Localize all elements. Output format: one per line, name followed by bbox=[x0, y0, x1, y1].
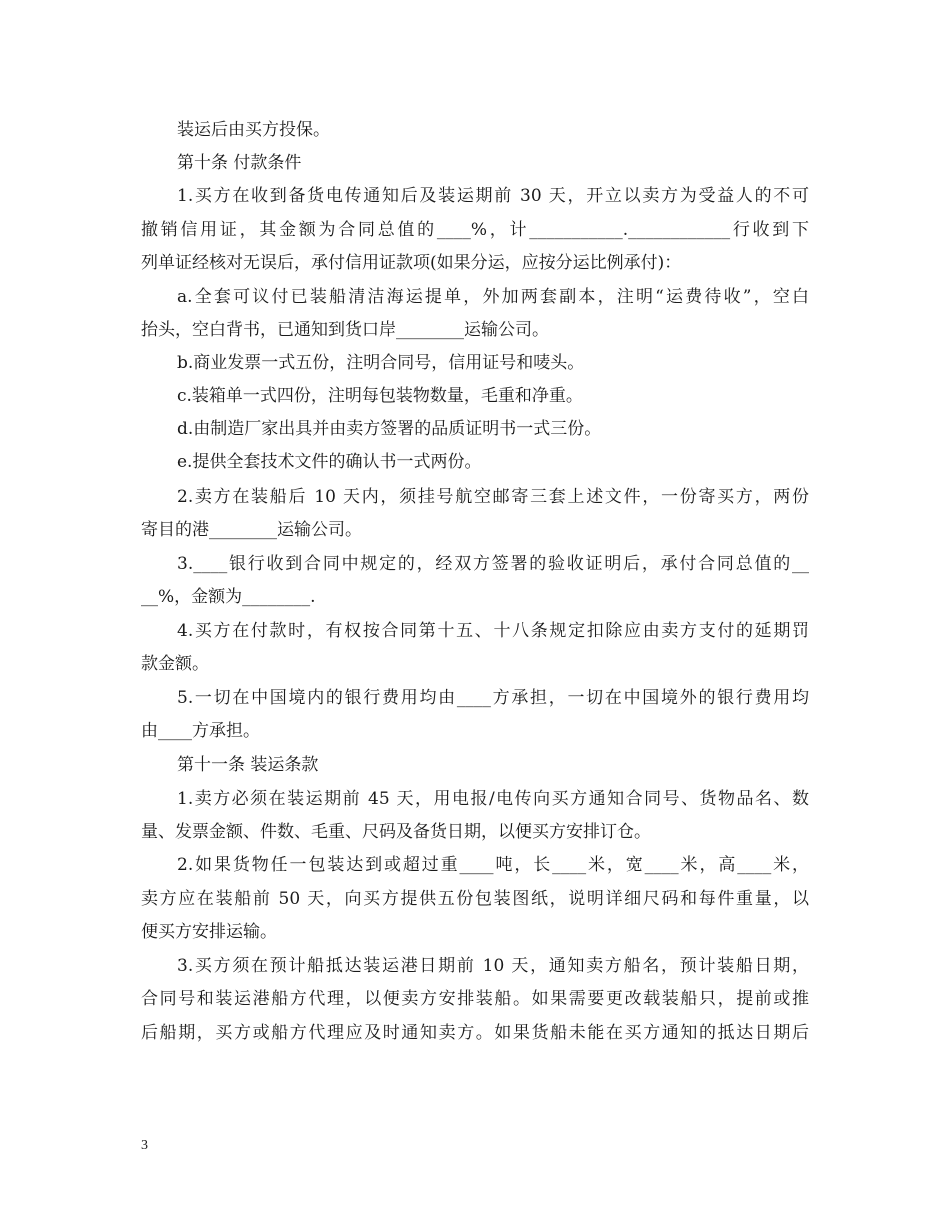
text-line: 寄目的港________运输公司。 bbox=[141, 520, 362, 541]
text-line: 量、发票金额、件数、毛重、尺码及备货日期，以便买方安排订仓。 bbox=[141, 821, 651, 842]
text-line: 后船期，买方或船方代理应及时通知卖方。如果货船未能在买方通知的抵达日期后 bbox=[141, 1022, 809, 1043]
text-line: 1.买方在收到备货电传通知后及装运期前 30 天，开立以卖方为受益人的不可 bbox=[177, 186, 809, 207]
text-line: 款金额。 bbox=[141, 653, 209, 674]
text-line: 3.买方须在预计船抵达装运港日期前 10 天，通知卖方船名，预计装船日期， bbox=[177, 956, 809, 977]
body-text bbox=[141, 114, 809, 1050]
text-line: 2.卖方在装船后 10 天内，须挂号航空邮寄三套上述文件，一份寄买方，两份 bbox=[177, 486, 809, 507]
text-line: b.商业发票一式五份，注明合同号，信用证号和唛头。 bbox=[177, 352, 585, 373]
text-line: 2.如果货物任一包装达到或超过重____吨，长____米，宽____米，高____米， bbox=[177, 855, 809, 876]
text-line: __%，金额为________. bbox=[141, 587, 316, 607]
text-line: e.提供全套技术文件的确认书一式两份。 bbox=[177, 452, 482, 473]
text-line: 第十一条 装运条款 bbox=[177, 754, 319, 775]
text-line: 合同号和装运港船方代理，以便卖方安排装船。如果需要更改载装船只，提前或推 bbox=[141, 989, 809, 1010]
text-line: 撤销信用证，其金额为合同总值的____%，计___________.____________行收到下 bbox=[141, 219, 809, 240]
text-line: 1.卖方必须在装运期前 45 天，用电报/电传向买方通知合同号、货物品名、数 bbox=[177, 788, 809, 809]
text-line: 4.买方在付款时，有权按合同第十五、十八条规定扣除应由卖方支付的延期罚 bbox=[177, 620, 809, 641]
text-line: a.全套可议付已装船清洁海运提单，外加两套副本，注明“运费待收”，空白 bbox=[177, 286, 809, 307]
text-line: 由____方承担。 bbox=[141, 720, 260, 741]
text-line: 装运后由买方投保。 bbox=[177, 120, 330, 140]
text-line: 便买方安排运输。 bbox=[141, 921, 277, 942]
text-line: 3.____银行收到合同中规定的，经双方签署的验收证明后，承付合同总值的__ bbox=[177, 553, 809, 574]
page-number: 3 bbox=[141, 1138, 148, 1153]
text-line: 卖方应在装船前 50 天，向买方提供五份包装图纸，说明详细尺码和每件重量，以 bbox=[141, 888, 809, 909]
text-line: d.由制造厂家出具并由卖方签署的品质证明书一式三份。 bbox=[177, 419, 602, 440]
text-line: 抬头，空白背书，已通知到货口岸________运输公司。 bbox=[141, 319, 549, 340]
text-line: c.装箱单一式四份，注明每包装物数量，毛重和净重。 bbox=[177, 386, 583, 407]
text-line: 第十条 付款条件 bbox=[177, 153, 302, 174]
text-line: 列单证经核对无误后，承付信用证款项(如果分运，应按分运比例承付)： bbox=[141, 253, 682, 274]
text-line: 5.一切在中国境内的银行费用均由____方承担，一切在中国境外的银行费用均 bbox=[177, 687, 809, 708]
